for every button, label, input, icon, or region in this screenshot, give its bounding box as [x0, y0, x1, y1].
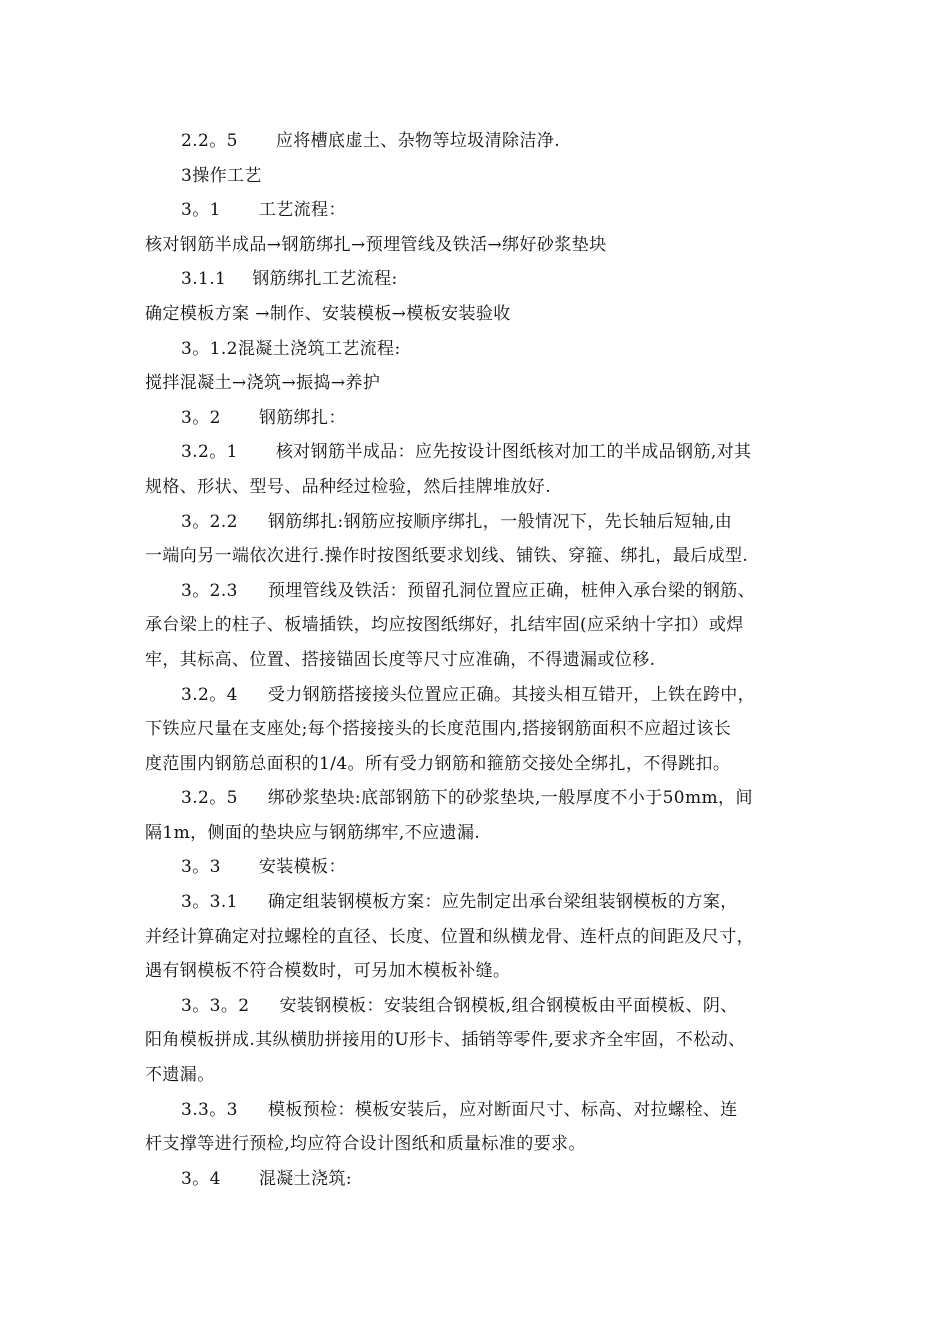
line-text: 一端向另一端依次进行.操作时按图纸要求划线、铺铁、穿箍、绑扎，最后成型.: [145, 546, 749, 567]
document-body: [145, 124, 825, 1196]
section-heading-3: [145, 159, 825, 194]
paragraph-line: [145, 1127, 825, 1162]
line-3-2-4: [145, 678, 825, 713]
section-number: 3。2: [181, 407, 221, 428]
line-text: 阳角模板拼成.其纵横肋拼接用的U形卡、插销等零件,要求齐全牢固，不松动、: [145, 1030, 746, 1051]
section-number: 3.1.1: [181, 269, 227, 290]
paragraph-line: [145, 816, 825, 851]
flow-line: [145, 366, 825, 401]
section-number: 3。3: [181, 857, 221, 878]
line-text: 规格、形状、型号、品种经过检验，然后挂牌堆放好.: [145, 476, 552, 497]
line-3-2-2: [145, 505, 825, 540]
line-3-2-5: [145, 781, 825, 816]
line-text: 下铁应尺量在支座处;每个搭接接头的长度范围内,搭接钢筋面积不应超过该长: [145, 719, 732, 740]
line-3-4: [145, 1162, 825, 1197]
section-number: 3.2。1: [181, 442, 238, 463]
line-3-3-3: [145, 1093, 825, 1128]
line-text: 搅拌混凝土→浇筑→振捣→养护: [145, 373, 381, 394]
line-text: 预埋管线及铁活：预留孔洞位置应正确，桩伸入承台梁的钢筋、: [267, 580, 756, 601]
line-text: 模板预检：模板安装后，应对断面尺寸、标高、对拉螺栓、连: [267, 1099, 738, 1120]
paragraph-line: [145, 608, 825, 643]
line-text: 3操作工艺: [181, 165, 262, 186]
section-number: 3.2。5: [181, 788, 238, 809]
line-text: 受力钢筋搭接接头位置应正确。其接头相互错开，上铁在跨中，: [267, 684, 756, 705]
line-3-3-2: [145, 989, 825, 1024]
section-number: 2.2。5: [181, 131, 238, 151]
paragraph-line: [145, 747, 825, 782]
section-number: 3。2.2: [181, 511, 238, 532]
line-text: 不遗漏。: [145, 1065, 215, 1086]
line-text: 核对钢筋半成品：应先按设计图纸核对加工的半成品钢筋,对其: [275, 442, 752, 463]
paragraph-line: [145, 1058, 825, 1093]
line-text: 牢，其标高、位置、搭接锚固长度等尺寸应准确，不得遗漏或位移.: [145, 649, 656, 670]
line-text: 承台梁上的柱子、板墙插铁，均应按图纸绑好，扎结牢固(应采纳十字扣）或焊: [145, 615, 744, 636]
section-number: 3。1: [181, 200, 221, 221]
paragraph-line: [145, 539, 825, 574]
line-text: 遇有钢模板不符合模数时，可另加木模板补缝。: [145, 961, 511, 982]
line-3-1: [145, 193, 825, 228]
line-text: 确定模板方案 →制作、安装模板→模板安装验收: [145, 303, 511, 324]
line-text: 隔1m，侧面的垫块应与钢筋绑牢,不应遗漏.: [145, 822, 481, 843]
flow-line: [145, 297, 825, 332]
line-text: 应将槽底虚土、杂物等垃圾清除洁净.: [275, 131, 561, 151]
line-3-1-2: [145, 332, 825, 367]
section-number: 3。3.1: [181, 892, 238, 913]
section-number: 3.2。4: [181, 684, 238, 705]
line-text: 并经计算确定对拉螺栓的直径、长度、位置和纵横龙骨、连杆点的间距及尺寸，: [145, 926, 754, 947]
line-text: 安装模板：: [258, 857, 346, 878]
line-text: 工艺流程：: [258, 200, 346, 221]
section-number: 3。4: [181, 1168, 221, 1189]
paragraph-line: [145, 1023, 825, 1058]
section-number: 3.3。3: [181, 1099, 238, 1120]
line-text: 安装钢模板：安装组合钢模板,组合钢模板由平面模板、阴、: [279, 995, 738, 1016]
section-number: 3。2.3: [181, 580, 238, 601]
line-3-3-1: [145, 885, 825, 920]
section-number: 3。3。2: [181, 995, 250, 1016]
line-3-1-1: [145, 262, 825, 297]
paragraph-line: [145, 643, 825, 678]
paragraph-line: [145, 712, 825, 747]
flow-line: [145, 228, 825, 263]
line-text: 核对钢筋半成品→钢筋绑扎→预埋管线及铁活→绑好砂浆垫块: [145, 234, 607, 255]
line-text: 3。1.2混凝土浇筑工艺流程:: [181, 338, 401, 359]
line-text: 钢筋绑扎工艺流程:: [252, 269, 398, 290]
line-text: 度范围内钢筋总面积的1/4。所有受力钢筋和箍筋交接处全绑扎，不得跳扣。: [145, 753, 731, 774]
line-3-2-1: [145, 435, 825, 470]
line-text: 绑砂浆垫块:底部钢筋下的砂浆垫块,一般厚度不小于50mm，间: [267, 788, 753, 809]
line-3-2-3: [145, 574, 825, 609]
line-text: 混凝土浇筑:: [258, 1168, 352, 1189]
paragraph-line: [145, 954, 825, 989]
paragraph-line: [145, 920, 825, 955]
line-3-2: [145, 401, 825, 436]
line-text: 杆支撑等进行预检,均应符合设计图纸和质量标准的要求。: [145, 1134, 586, 1155]
line-text: 钢筋绑扎：: [258, 407, 346, 428]
line-3-3: [145, 850, 825, 885]
paragraph-line: [145, 470, 825, 505]
line-2-2-5: [145, 124, 825, 159]
line-text: 钢筋绑扎:钢筋应按顺序绑扎，一般情况下，先长轴后短轴,由: [267, 511, 733, 532]
line-text: 确定组装钢模板方案：应先制定出承台梁组装钢模板的方案，: [267, 892, 738, 913]
